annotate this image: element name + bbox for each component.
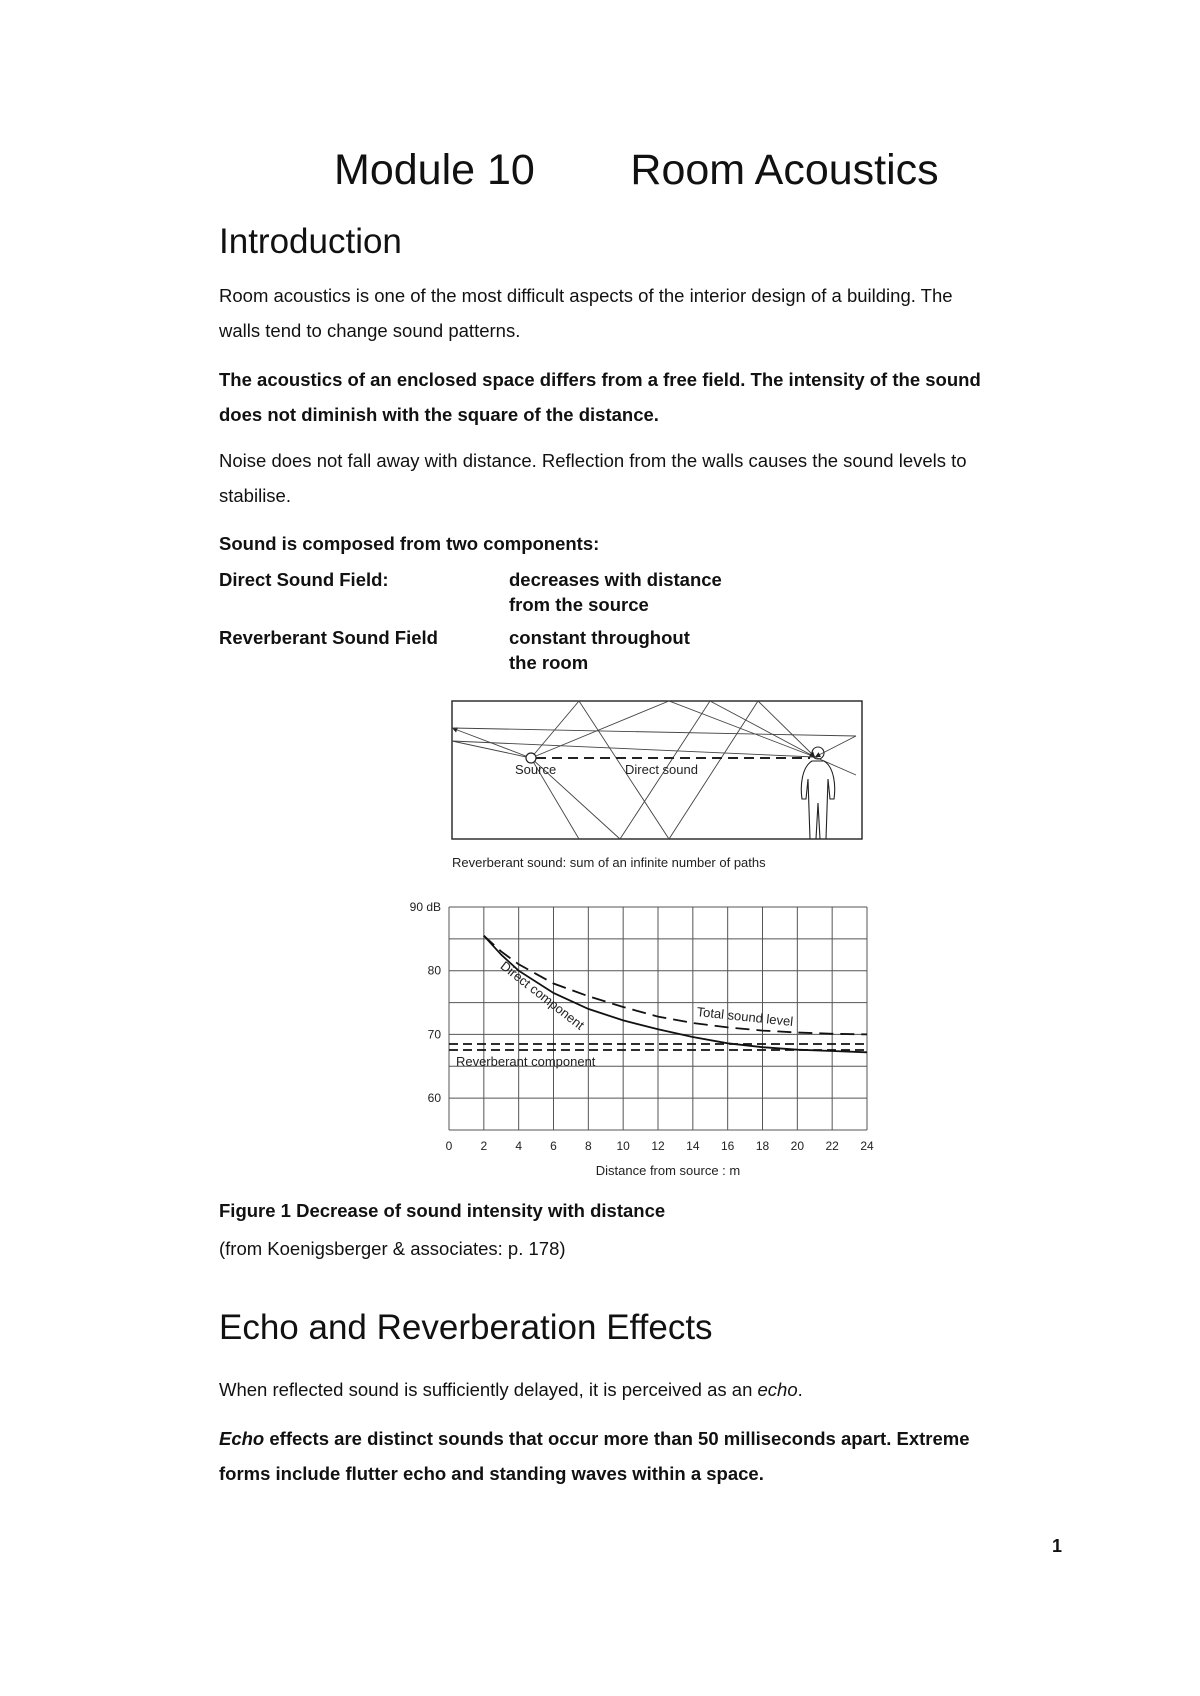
text-line: The acoustics of an enclosed space differs from a free field. The intensity of the sound [219,369,981,390]
component-name: Reverberant Sound Field [219,627,438,648]
component-row-reverberant [219,625,690,673]
x-tick-label: 12 [651,1139,665,1153]
intro-paragraph-2 [219,362,1069,432]
x-tick-label: 10 [616,1139,630,1153]
component-description [509,567,809,617]
components-heading: Sound is composed from two components: [219,533,600,554]
text-line: forms include flutter echo and standing waves within a space. [219,1463,764,1484]
listener-figure [801,747,834,839]
text-line: the room [509,652,589,673]
text-line: constant throughout [509,627,690,648]
text-line: Room acoustics is one of the most difficult aspects of the interior design of a building. The [219,285,953,306]
module-name: Room Acoustics [630,146,939,194]
series-label-direct: Direct component [497,958,588,1033]
text-line: decreases with distance [509,569,722,590]
x-tick-label: 4 [515,1139,523,1153]
component-row-direct [219,567,722,615]
text-line: stabilise. [219,485,291,506]
text-line: does not diminish with the square of the distance. [219,404,659,425]
room-diagram-caption: Reverberant sound: sum of an infinite number of paths [452,855,766,870]
y-tick-label: 80 [427,963,441,978]
x-tick-label: 24 [860,1139,874,1153]
emphasis-echo: echo [757,1379,798,1400]
text-span: When reflected sound is sufficiently delayed, it is perceived as an [219,1379,758,1400]
sound-level-chart [395,895,885,1185]
echo-heading: Echo and Reverberation Effects [219,1308,713,1347]
text-line [219,1421,1069,1456]
x-tick-label: 18 [755,1139,770,1153]
figure-label: Figure 1 Decrease of sound intensity with distance [219,1200,666,1221]
y-tick-label: 90 dB [409,900,441,914]
page-number: 1 [1052,1536,1063,1556]
figure-source: (from Koenigsberger & associates: p. 178) [219,1238,566,1259]
page-title [334,146,939,195]
introduction-heading: Introduction [219,222,402,261]
intro-paragraph-1 [219,278,1069,348]
source-label: Source [515,762,557,777]
text-line: walls tend to change sound patterns. [219,320,521,341]
component-description [509,625,809,675]
echo-paragraph-2 [219,1421,1069,1491]
x-tick-label: 14 [686,1139,700,1153]
x-tick-label: 8 [584,1139,592,1153]
text-span: effects are distinct sounds that occur more than 50 milliseconds apart. Extreme [264,1428,970,1449]
module-number: Module 10 [334,146,535,194]
echo-paragraph-1 [219,1372,1069,1407]
room-diagram [440,695,870,870]
intro-paragraph-3 [219,443,1069,513]
text-span: . [797,1379,803,1400]
emphasis-echo: Echo [219,1428,265,1449]
component-name: Direct Sound Field: [219,569,389,590]
x-tick-label: 2 [480,1139,488,1153]
series-label-total: Total sound level [696,1004,794,1030]
text-line: from the source [509,594,649,615]
x-tick-label: 6 [550,1139,557,1153]
x-tick-label: 16 [720,1139,735,1153]
x-axis-label: Distance from source : m [595,1163,741,1178]
x-tick-label: 0 [445,1139,453,1153]
series-label-reverberant: Reverberant component [455,1053,596,1069]
x-tick-label: 22 [825,1139,839,1153]
y-tick-label: 60 [427,1091,441,1106]
direct-sound-label: Direct sound [625,762,698,777]
x-tick-label: 20 [790,1139,805,1153]
text-line: Noise does not fall away with distance. Reflection from the walls causes the sound levels to [219,450,967,471]
y-tick-label: 70 [427,1027,441,1042]
